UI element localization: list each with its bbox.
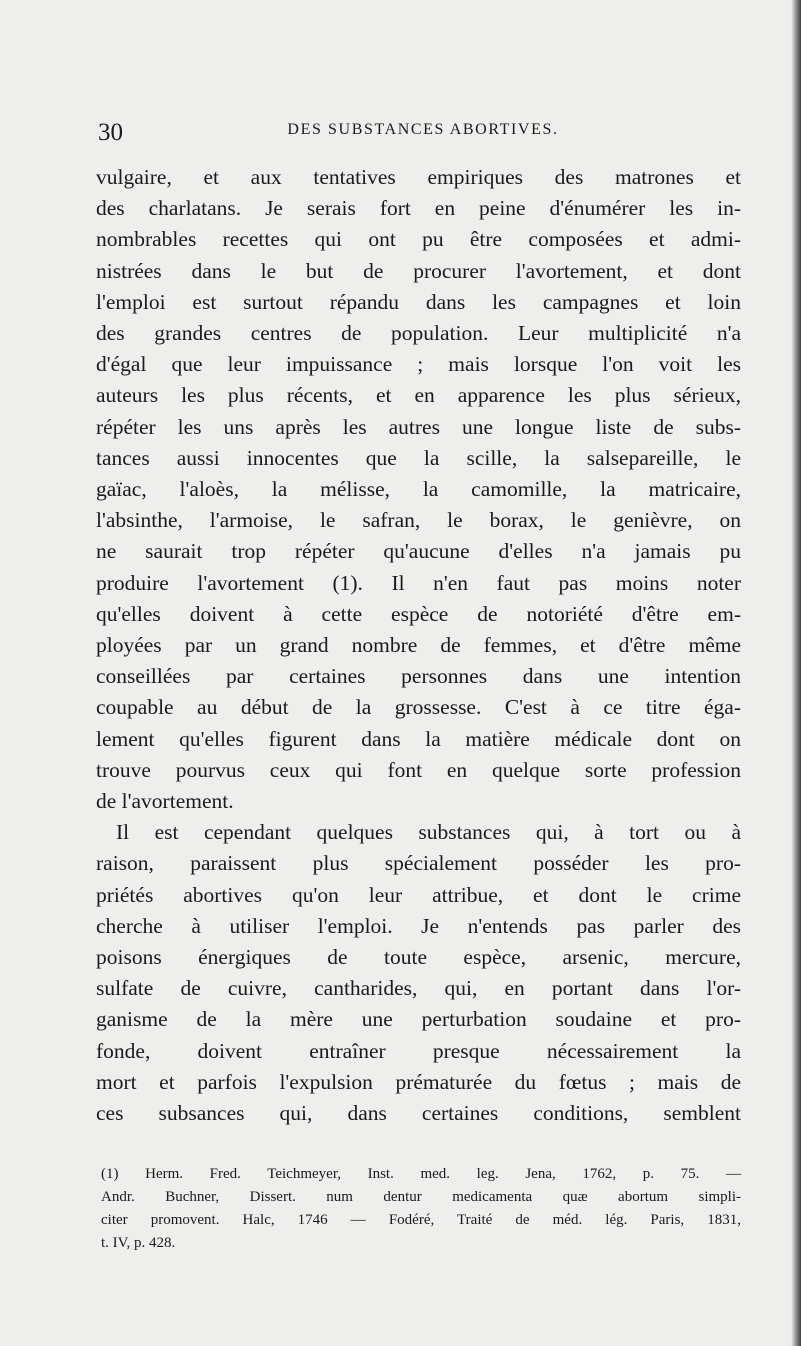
text-line: Il est cependant quelques substances qui, à tort ou à: [116, 820, 741, 845]
page-edge-shadow: [791, 0, 801, 1346]
text-line: des grandes centres de population. Leur multiplicité n'a: [96, 321, 741, 346]
text-line: nistrées dans le but de procurer l'avortement, et dont: [96, 258, 741, 283]
text-line: mort et parfois l'expulsion prématurée du fœtus ; mais de: [96, 1069, 741, 1094]
text-line: ne saurait trop répéter qu'aucune d'elles n'a jamais pu: [96, 539, 741, 564]
text-line: ganisme de la mère une perturbation soudaine et pro-: [96, 1007, 741, 1032]
text-line: ployées par un grand nombre de femmes, et d'être même: [96, 633, 741, 658]
text-line: trouve pourvus ceux qui font en quelque sorte profession: [96, 757, 741, 782]
text-line: lement qu'elles figurent dans la matière médicale dont on: [96, 726, 741, 751]
footnote-line: citer promovent. Halc, 1746 — Fodéré, Traité de méd. lég. Paris, 1831,: [101, 1212, 741, 1228]
text-line: tances aussi innocentes que la scille, la salsepareille, le: [96, 445, 741, 470]
text-line: coupable au début de la grossesse. C'est à ce titre éga-: [96, 695, 741, 720]
page-header: [98, 118, 748, 148]
text-line: poisons énergiques de toute espèce, arsenic, mercure,: [96, 945, 741, 970]
text-line: sulfate de cuivre, cantharides, qui, en portant dans l'or-: [96, 976, 741, 1001]
footnote-line: (1) Herm. Fred. Teichmeyer, Inst. med. leg. Jena, 1762, p. 75. —: [101, 1166, 741, 1182]
text-line: de l'avortement.: [96, 789, 234, 814]
body-text: [96, 162, 741, 1129]
text-line: l'absinthe, l'armoise, le safran, le borax, le genièvre, on: [96, 508, 741, 533]
text-line: raison, paraissent plus spécialement posséder les pro-: [96, 851, 741, 876]
text-line: qu'elles doivent à cette espèce de notoriété d'être em-: [96, 601, 741, 626]
page-number: 30: [98, 119, 123, 146]
text-line: auteurs les plus récents, et en apparence les plus sérieux,: [96, 383, 741, 408]
running-title: DES SUBSTANCES ABORTIVES.: [287, 121, 559, 138]
text-line: ces subsances qui, dans certaines conditions, semblent: [96, 1101, 741, 1126]
text-line: des charlatans. Je serais fort en peine d'énumérer les in-: [96, 196, 741, 221]
footnote-line: t. IV, p. 428.: [101, 1235, 176, 1251]
text-line: fonde, doivent entraîner presque nécessairement la: [96, 1038, 741, 1063]
text-line: répéter les uns après les autres une longue liste de subs-: [96, 414, 741, 439]
text-line: produire l'avortement (1). Il n'en faut pas moins noter: [96, 570, 741, 595]
text-line: cherche à utiliser l'emploi. Je n'entends pas parler des: [96, 913, 741, 938]
text-line: gaïac, l'aloès, la mélisse, la camomille, la matricaire,: [96, 477, 741, 502]
footnote-line: Andr. Buchner, Dissert. num dentur medicamenta quæ abortum simpli-: [101, 1189, 741, 1205]
text-line: d'égal que leur impuissance ; mais lorsque l'on voit les: [96, 352, 741, 377]
text-line: vulgaire, et aux tentatives empiriques des matrones et: [96, 165, 741, 189]
text-line: l'emploi est surtout répandu dans les campagnes et loin: [96, 289, 741, 314]
text-line: priétés abortives qu'on leur attribue, et dont le crime: [96, 882, 741, 907]
footnotes: [101, 1163, 741, 1255]
text-line: nombrables recettes qui ont pu être composées et admi-: [96, 227, 741, 252]
text-line: conseillées par certaines personnes dans une intention: [96, 664, 741, 689]
